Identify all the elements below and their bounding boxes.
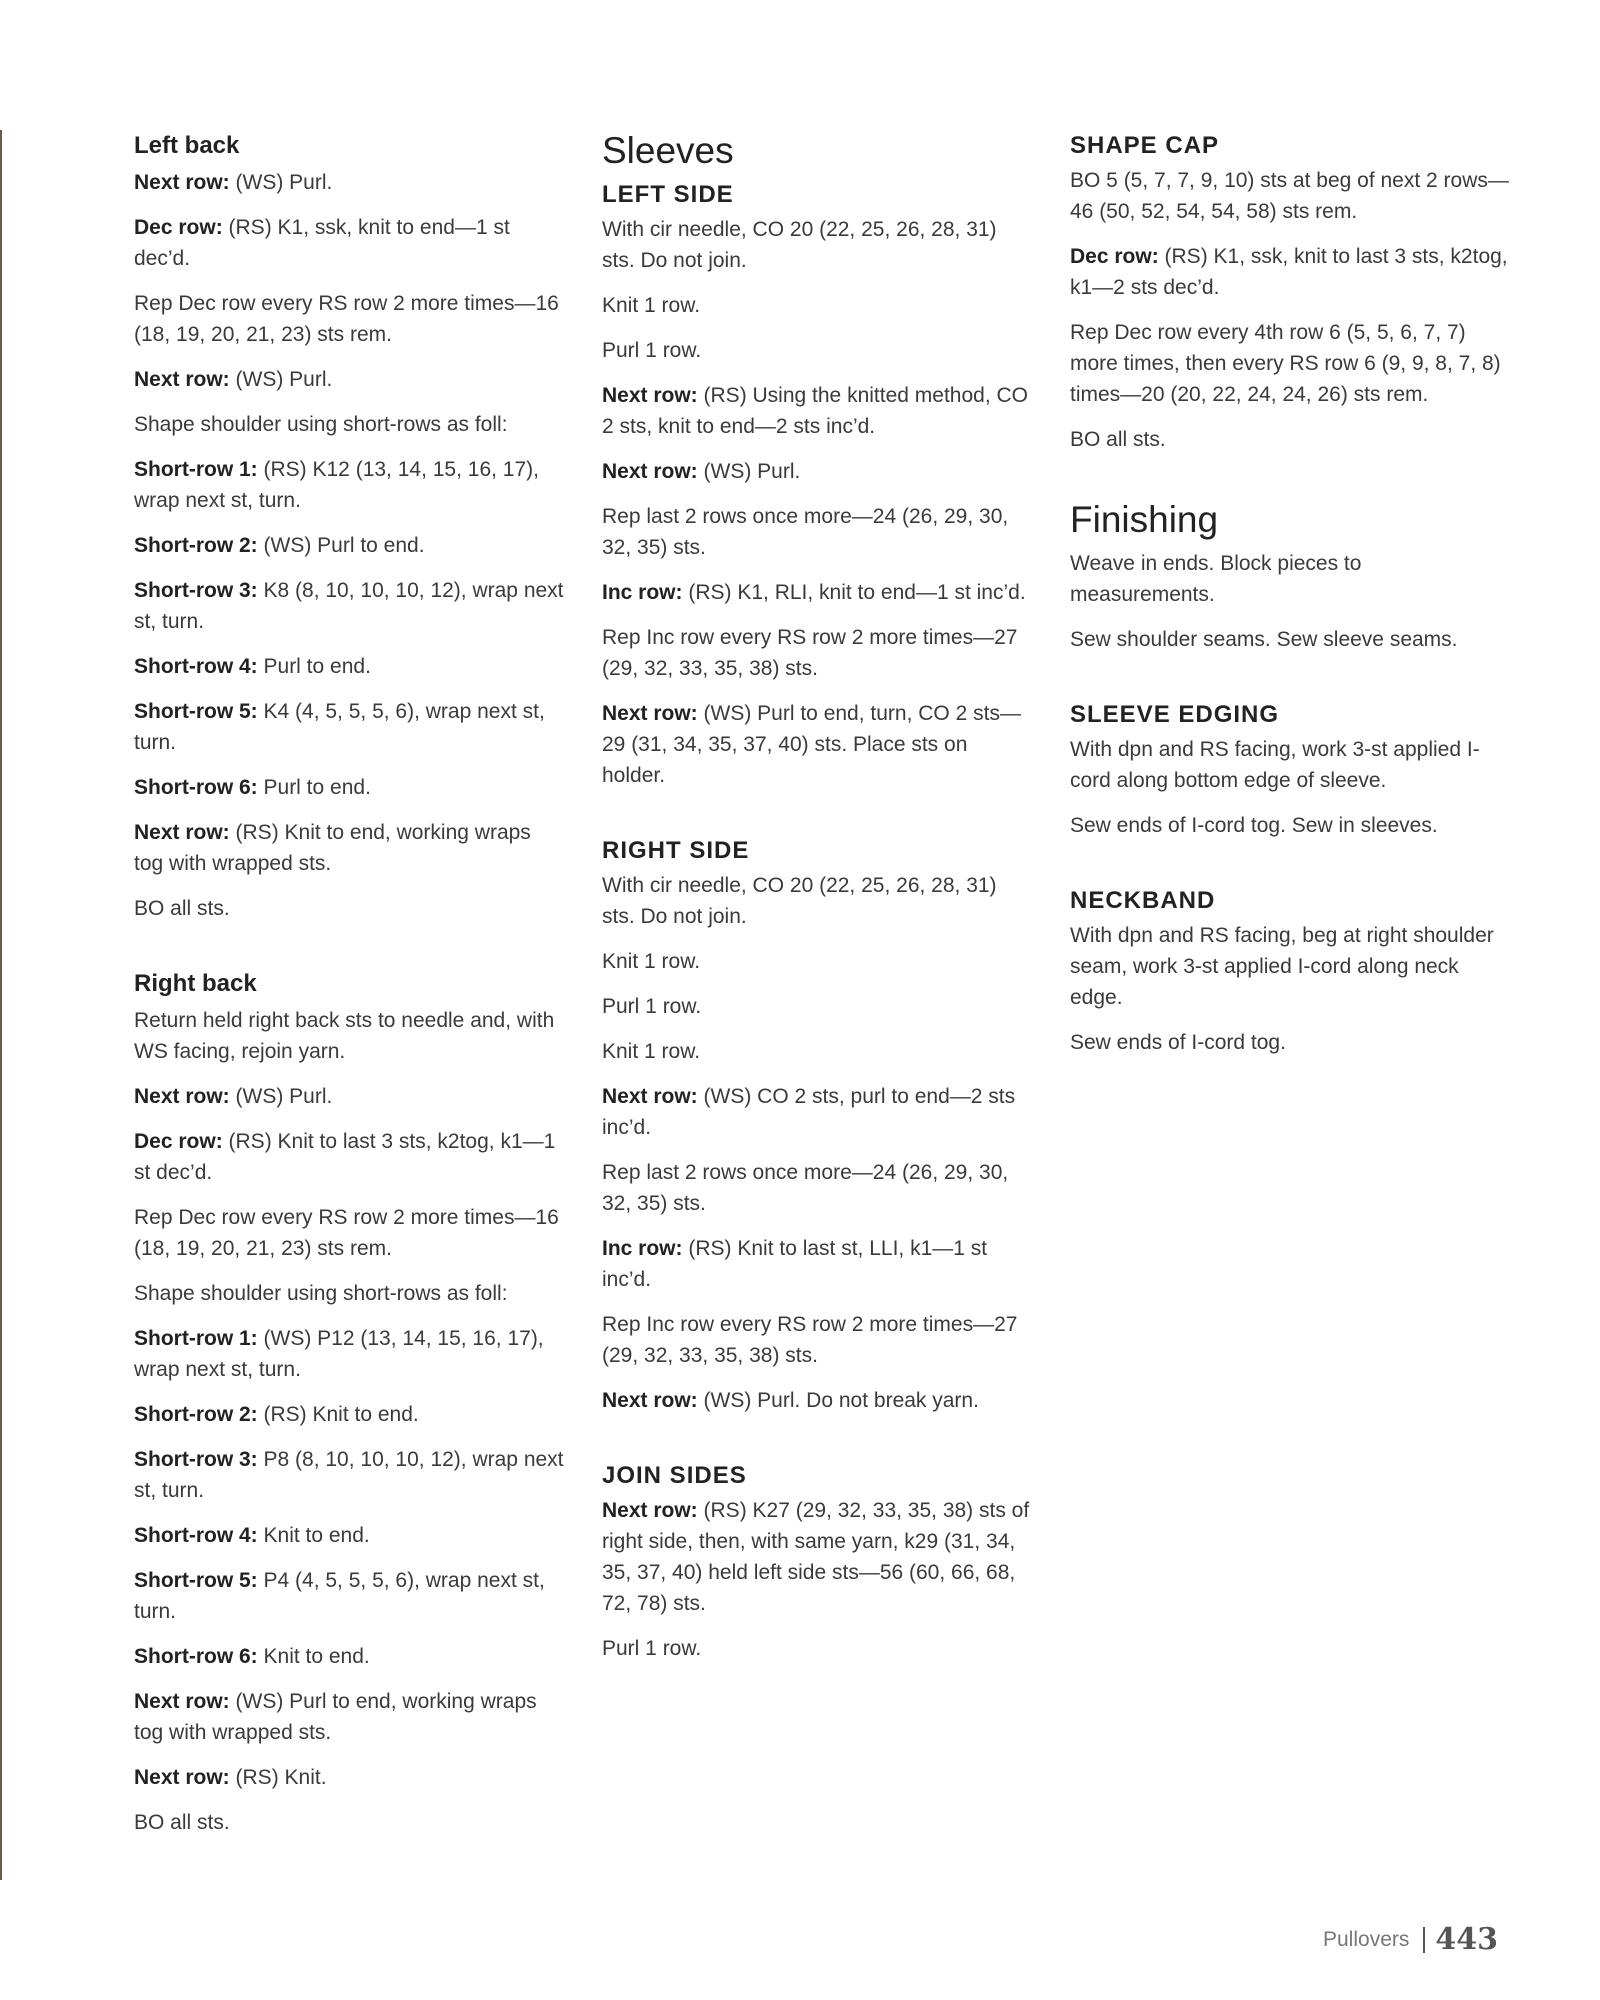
instruction-text: K4 (4, 5, 5, 5, 6), wrap next st, turn. [134,700,545,755]
instruction-label: Short-row 2: [134,1403,258,1427]
subsection-heading: RIGHT SIDE [602,836,750,864]
instruction-text: Knit to end. [257,1524,370,1548]
instruction-text: BO 5 (5, 7, 7, 9, 10) sts at beg of next 2 rows—46 (50, 52, 54, 54, 58) sts rem. [1070,169,1509,224]
instruction-text: Purl 1 row. [602,994,702,1018]
instruction-text: (RS) Knit to end, working wraps tog with wrapped sts. [134,821,531,876]
instruction-text: (RS) K1, ssk, knit to last 3 sts, k2tog, k1—2 sts dec’d. [1070,245,1508,300]
instruction-text: Knit 1 row. [602,1039,701,1063]
instruction-text: With cir needle, CO 20 (22, 25, 26, 28, 31) sts. Do not join. [602,873,997,928]
instruction-text: (RS) K27 (29, 32, 33, 35, 38) sts of right side, then, with same yarn, k29 (31, 34, 35, 37, 40) held left side sts—56 (60, 66, 68, 72, 78) sts. [602,1499,1030,1616]
instruction-text: Rep Dec row every 4th row 6 (5, 5, 6, 7, 7) more times, then every RS row 6 (9, 9, 8, 7, 8) times—20 (20, 22, 24, 24, 26) sts rem. [1070,321,1501,407]
instruction-label: Short-row 2: [134,534,258,558]
instruction-label: Short-row 1: [134,1327,258,1351]
instruction-text: Knit 1 row. [602,293,701,317]
instruction-text: (WS) Purl. [229,171,333,195]
instruction-text: (RS) K1, RLI, knit to end—1 st inc’d. [682,580,1026,604]
instruction-text: With cir needle, CO 20 (22, 25, 26, 28, 31) sts. Do not join. [602,217,997,272]
instruction-label: Next row: [134,368,230,392]
instruction-text: (WS) P12 (13, 14, 15, 16, 17), wrap next st, turn. [134,1327,544,1382]
instruction-paragraph [602,1036,1032,1067]
instruction-text: K8 (8, 10, 10, 10, 12), wrap next st, turn. [134,579,564,634]
instruction-label: Dec row: [134,216,223,240]
instruction-paragraph [602,1495,1032,1619]
instruction-text: Return held right back sts to needle and, with WS facing, rejoin yarn. [134,1009,555,1064]
page-edge-line [0,130,2,1880]
column-left [134,130,564,1852]
instruction-paragraph [602,380,1032,442]
instruction-text: (RS) Knit to last st, LLI, k1—1 st inc’d. [602,1236,988,1291]
subsection-heading: LEFT SIDE [602,180,734,208]
instruction-label: Dec row: [1070,245,1159,269]
instruction-text: BO all sts. [1070,428,1166,452]
instruction-text: (WS) Purl to end. [257,534,425,558]
instruction-text: (RS) Knit to end. [257,1403,419,1427]
instruction-paragraph [602,946,1032,977]
instruction-paragraph [602,214,1032,276]
instruction-text: BO all sts. [134,897,230,921]
section-gap [1070,469,1510,499]
instruction-paragraph [134,575,564,637]
instruction-paragraph [134,409,564,440]
instruction-paragraph [134,893,564,924]
instruction-paragraph [134,1686,564,1748]
instruction-text: Purl to end. [257,776,371,800]
instruction-label: Next row: [134,171,230,195]
instruction-paragraph [602,1157,1032,1219]
instruction-label: Next row: [134,821,230,845]
major-heading: Sleeves [602,130,734,171]
instruction-paragraph [134,1005,564,1067]
instruction-paragraph [134,1807,564,1838]
instruction-paragraph [602,290,1032,321]
instruction-paragraph [134,1278,564,1309]
instruction-label: Short-row 3: [134,1448,258,1472]
subsection-heading: SLEEVE EDGING [1070,700,1280,728]
instruction-paragraph [134,288,564,350]
instruction-paragraph [602,1081,1032,1143]
instruction-text: Shape shoulder using short-rows as foll: [134,1282,508,1306]
instruction-paragraph [1070,810,1510,841]
instruction-text: Sew ends of I-cord tog. Sew in sleeves. [1070,813,1438,837]
instruction-text: Rep Inc row every RS row 2 more times—27 (29, 32, 33, 35, 38) sts. [602,1312,1018,1367]
instruction-paragraph [134,696,564,758]
instruction-paragraph [602,622,1032,684]
instruction-text: (WS) Purl. [229,368,333,392]
instruction-paragraph [134,530,564,561]
instruction-text: With dpn and RS facing, beg at right shoulder seam, work 3-st applied I-cord along neck edge. [1070,924,1494,1010]
instruction-text: Rep last 2 rows once more—24 (26, 29, 30, 32, 35) sts. [602,1160,1009,1215]
instruction-paragraph [134,1565,564,1627]
instruction-paragraph [134,1641,564,1672]
subsection-heading: JOIN SIDES [602,1461,747,1489]
instruction-label: Dec row: [134,1130,223,1154]
instruction-paragraph [1070,1027,1510,1058]
instruction-label: Next row: [602,1388,698,1412]
instruction-paragraph [1070,424,1510,455]
instruction-text: P8 (8, 10, 10, 10, 12), wrap next st, turn. [134,1448,564,1503]
instruction-text: Purl to end. [257,655,371,679]
instruction-label: Next row: [134,1766,230,1790]
instruction-text: P4 (4, 5, 5, 5, 6), wrap next st, turn. [134,1569,545,1624]
instruction-paragraph [602,1633,1032,1664]
instruction-paragraph [602,698,1032,791]
instruction-paragraph [134,1323,564,1385]
instruction-paragraph [1070,548,1510,610]
section-heading: Right back [134,970,257,998]
instruction-label: Short-row 1: [134,458,258,482]
instruction-text: BO all sts. [134,1811,230,1835]
instruction-label: Next row: [134,1085,230,1109]
instruction-label: Next row: [602,1084,698,1108]
instruction-label: Inc row: [602,1236,683,1260]
page-footer [1323,1922,1498,1957]
instruction-paragraph [134,454,564,516]
section-gap [1070,669,1510,699]
instruction-text: (WS) Purl to end, working wraps tog with wrapped sts. [134,1690,537,1745]
instruction-paragraph [134,1202,564,1264]
instruction-label: Next row: [602,459,698,483]
instruction-text: (WS) Purl to end, turn, CO 2 sts—29 (31, 34, 35, 37, 40) sts. Place sts on holder. [602,701,1021,787]
instruction-text: Rep Dec row every RS row 2 more times—16 (18, 19, 20, 21, 23) sts rem. [134,1206,559,1261]
instruction-text: (WS) Purl. [229,1085,333,1109]
instruction-text: Rep Dec row every RS row 2 more times—16 (18, 19, 20, 21, 23) sts rem. [134,292,559,347]
instruction-label: Next row: [602,1499,698,1523]
instruction-text: Sew shoulder seams. Sew sleeve seams. [1070,627,1458,651]
instruction-text: (RS) Using the knitted method, CO 2 sts, knit to end—2 sts inc’d. [602,383,1028,438]
footer-section: Pullovers [1323,1927,1410,1951]
instruction-paragraph [602,456,1032,487]
instruction-paragraph [602,1309,1032,1371]
instruction-paragraph [1070,241,1510,303]
instruction-label: Next row: [602,701,698,725]
section-gap [602,1430,1032,1460]
instruction-paragraph [134,167,564,198]
instruction-paragraph [134,651,564,682]
instruction-paragraph [602,501,1032,563]
instruction-paragraph [1070,734,1510,796]
instruction-text: (RS) Knit. [229,1766,327,1790]
instruction-text: Purl 1 row. [602,1637,702,1661]
instruction-text: Rep last 2 rows once more—24 (26, 29, 30, 32, 35) sts. [602,504,1009,559]
instruction-paragraph [134,1762,564,1793]
instruction-label: Short-row 3: [134,579,258,603]
instruction-text: (WS) Purl. Do not break yarn. [697,1388,979,1412]
footer-separator [1423,1927,1425,1953]
instruction-paragraph [134,212,564,274]
instruction-text: Purl 1 row. [602,338,702,362]
instruction-paragraph [134,364,564,395]
instruction-paragraph [602,335,1032,366]
instruction-paragraph [1070,920,1510,1013]
subsection-heading: SHAPE CAP [1070,132,1220,159]
instruction-label: Short-row 4: [134,1524,258,1548]
instruction-text: (WS) Purl. [697,459,801,483]
instruction-label: Short-row 5: [134,1569,258,1593]
instruction-paragraph [602,1233,1032,1295]
instruction-paragraph [134,1444,564,1506]
instruction-paragraph [1070,165,1510,227]
instruction-paragraph [602,991,1032,1022]
instruction-text: Rep Inc row every RS row 2 more times—27 (29, 32, 33, 35, 38) sts. [602,625,1018,680]
instruction-text: Sew ends of I-cord tog. [1070,1031,1286,1055]
section-gap [134,938,564,968]
instruction-text: With dpn and RS facing, work 3-st applied I-cord along bottom edge of sleeve. [1070,737,1480,792]
section-heading: Left back [134,132,240,159]
column-right [1070,130,1510,1072]
instruction-paragraph [1070,317,1510,410]
instruction-text: Weave in ends. Block pieces to measurements. [1070,551,1362,606]
column-middle [602,130,1032,1678]
instruction-label: Inc row: [602,580,683,604]
instruction-paragraph [602,1385,1032,1416]
instruction-text: (RS) K12 (13, 14, 15, 16, 17), wrap next st, turn. [134,458,539,513]
page-number: 443 [1435,1922,1498,1957]
instruction-paragraph [134,1126,564,1188]
instruction-label: Short-row 6: [134,776,258,800]
instruction-text: (RS) Knit to last 3 sts, k2tog, k1—1 st dec’d. [134,1130,556,1185]
instruction-paragraph [602,870,1032,932]
instruction-label: Next row: [134,1690,230,1714]
instruction-text: Knit to end. [257,1645,370,1669]
instruction-text: (WS) CO 2 sts, purl to end—2 sts inc’d. [602,1084,1016,1139]
instruction-paragraph [134,1520,564,1551]
instruction-paragraph [134,772,564,803]
section-gap [602,805,1032,835]
instruction-text: (RS) K1, ssk, knit to end—1 st dec’d. [134,216,510,271]
instruction-paragraph [134,1399,564,1430]
subsection-heading: NECKBAND [1070,886,1216,914]
instruction-label: Next row: [602,383,698,407]
instruction-paragraph [1070,624,1510,655]
section-gap [1070,855,1510,885]
instruction-paragraph [134,1081,564,1112]
instruction-label: Short-row 4: [134,655,258,679]
instruction-label: Short-row 6: [134,1645,258,1669]
instruction-text: Knit 1 row. [602,949,701,973]
instruction-label: Short-row 5: [134,700,258,724]
instruction-text: Shape shoulder using short-rows as foll: [134,413,508,437]
instruction-paragraph [134,817,564,879]
instruction-paragraph [602,577,1032,608]
major-heading: Finishing [1070,499,1219,541]
